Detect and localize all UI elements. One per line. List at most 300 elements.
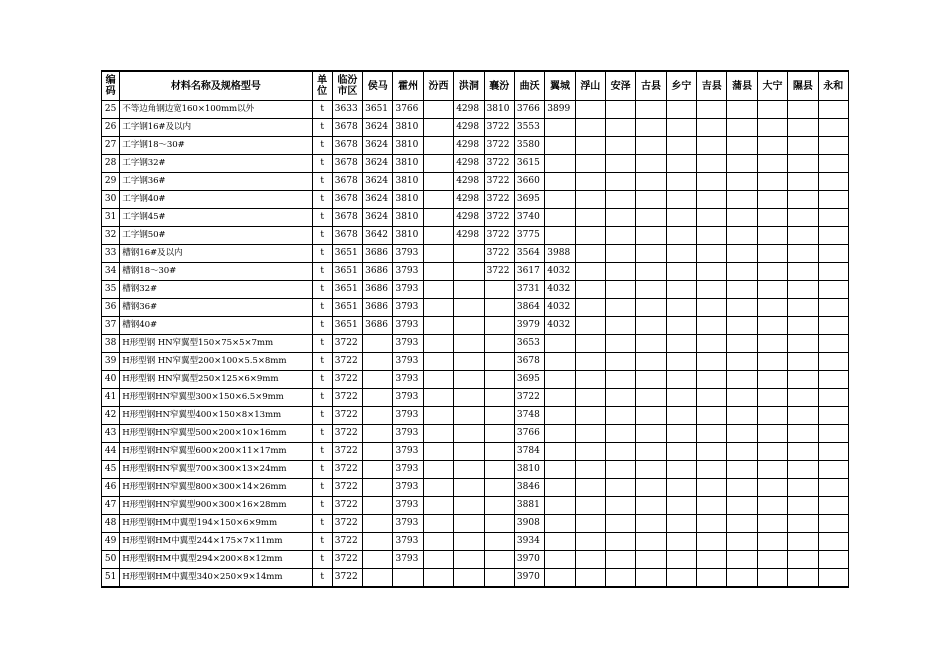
price-cell	[727, 191, 757, 209]
header-region: 襄汾	[484, 71, 514, 101]
price-cell: 3970	[514, 551, 544, 569]
price-cell	[423, 425, 453, 443]
price-cell	[606, 173, 636, 191]
price-cell	[636, 371, 666, 389]
row-code-cell: 26	[102, 119, 120, 137]
price-cell: 3722	[332, 569, 362, 588]
price-cell	[636, 227, 666, 245]
table-row	[102, 497, 849, 515]
price-cell	[788, 389, 818, 407]
price-cell	[788, 119, 818, 137]
table-row	[102, 101, 849, 119]
unit-cell: t	[312, 479, 332, 497]
price-cell	[788, 569, 818, 588]
row-code-cell: 41	[102, 389, 120, 407]
row-code-cell: 44	[102, 443, 120, 461]
price-cell	[818, 245, 848, 263]
price-cell: 3793	[393, 479, 423, 497]
price-cell	[454, 533, 484, 551]
price-cell: 3793	[393, 317, 423, 335]
price-cell	[788, 461, 818, 479]
price-cell	[575, 317, 605, 335]
price-cell: 3722	[332, 335, 362, 353]
price-cell	[727, 209, 757, 227]
price-cell	[454, 371, 484, 389]
price-cell: 3864	[514, 299, 544, 317]
unit-cell: t	[312, 137, 332, 155]
price-cell	[363, 425, 393, 443]
row-code-cell: 35	[102, 281, 120, 299]
price-cell	[606, 299, 636, 317]
price-cell	[757, 461, 787, 479]
price-cell	[697, 281, 727, 299]
price-cell	[636, 407, 666, 425]
price-cell	[575, 245, 605, 263]
price-cell: 3908	[514, 515, 544, 533]
price-cell	[727, 479, 757, 497]
price-cell	[423, 155, 453, 173]
price-cell	[697, 299, 727, 317]
unit-cell: t	[312, 407, 332, 425]
price-cell	[818, 209, 848, 227]
price-cell	[757, 443, 787, 461]
price-cell	[757, 281, 787, 299]
price-cell: 3678	[514, 353, 544, 371]
price-cell: 3651	[363, 101, 393, 119]
price-cell: 3564	[514, 245, 544, 263]
price-cell	[606, 497, 636, 515]
material-name-cell: 工字钢16#及以内	[120, 119, 312, 137]
price-cell	[454, 551, 484, 569]
price-cell	[818, 533, 848, 551]
price-cell	[697, 191, 727, 209]
unit-cell: t	[312, 335, 332, 353]
price-cell	[454, 497, 484, 515]
price-cell	[697, 479, 727, 497]
price-cell	[727, 173, 757, 191]
table-row	[102, 479, 849, 497]
price-cell: 4032	[545, 317, 575, 335]
price-cell: 3740	[514, 209, 544, 227]
row-code-cell: 28	[102, 155, 120, 173]
material-price-table	[101, 70, 849, 588]
header-region: 洪洞	[454, 71, 484, 101]
price-cell	[757, 353, 787, 371]
row-code-cell: 39	[102, 353, 120, 371]
price-cell	[818, 425, 848, 443]
price-cell	[606, 281, 636, 299]
price-cell	[818, 443, 848, 461]
price-cell	[788, 551, 818, 569]
price-cell	[757, 515, 787, 533]
price-cell	[757, 479, 787, 497]
price-cell	[636, 317, 666, 335]
price-cell	[363, 497, 393, 515]
material-name-cell: H形型钢HM中翼型244×175×7×11mm	[120, 533, 312, 551]
header-region: 古县	[636, 71, 666, 101]
price-cell	[697, 137, 727, 155]
price-cell: 4298	[454, 137, 484, 155]
row-code-cell: 46	[102, 479, 120, 497]
price-cell	[666, 389, 696, 407]
price-cell	[788, 533, 818, 551]
price-cell	[788, 155, 818, 173]
price-cell	[423, 299, 453, 317]
price-cell: 3793	[393, 389, 423, 407]
price-cell: 3722	[484, 191, 514, 209]
unit-cell: t	[312, 551, 332, 569]
price-cell	[545, 155, 575, 173]
price-cell	[788, 137, 818, 155]
material-name-cell: 槽钢40#	[120, 317, 312, 335]
price-cell	[575, 371, 605, 389]
table-header-row	[102, 71, 849, 101]
material-name-cell: H形型钢 HN窄翼型150×75×5×7mm	[120, 335, 312, 353]
price-cell	[363, 569, 393, 588]
price-cell	[727, 551, 757, 569]
price-cell	[484, 407, 514, 425]
material-name-cell: 槽钢18～30#	[120, 263, 312, 281]
unit-cell: t	[312, 191, 332, 209]
price-cell	[454, 443, 484, 461]
price-cell	[423, 119, 453, 137]
price-cell	[423, 569, 453, 588]
price-cell: 3722	[332, 371, 362, 389]
price-cell	[818, 317, 848, 335]
price-cell	[454, 389, 484, 407]
price-cell	[727, 119, 757, 137]
price-cell	[818, 569, 848, 588]
price-cell	[454, 407, 484, 425]
price-cell	[363, 551, 393, 569]
price-cell	[788, 227, 818, 245]
price-cell: 3793	[393, 245, 423, 263]
price-cell	[423, 209, 453, 227]
price-cell: 3695	[514, 371, 544, 389]
price-cell	[666, 299, 696, 317]
price-cell	[818, 227, 848, 245]
price-cell	[788, 353, 818, 371]
material-name-cell: 工字钢50#	[120, 227, 312, 245]
price-cell	[788, 209, 818, 227]
price-cell	[454, 425, 484, 443]
table-row	[102, 515, 849, 533]
price-cell	[818, 353, 848, 371]
price-cell	[697, 209, 727, 227]
price-cell	[727, 407, 757, 425]
price-cell	[575, 299, 605, 317]
price-cell: 3970	[514, 569, 544, 588]
price-cell	[606, 245, 636, 263]
price-cell: 3766	[393, 101, 423, 119]
price-cell	[666, 173, 696, 191]
price-cell	[757, 533, 787, 551]
price-cell: 3678	[332, 119, 362, 137]
price-cell	[575, 551, 605, 569]
price-cell	[757, 335, 787, 353]
price-cell	[545, 335, 575, 353]
price-cell	[727, 497, 757, 515]
price-cell	[484, 299, 514, 317]
row-code-cell: 27	[102, 137, 120, 155]
price-cell	[636, 119, 666, 137]
price-cell	[727, 335, 757, 353]
price-cell	[454, 281, 484, 299]
material-name-cell: H形型钢HN窄翼型500×200×10×16mm	[120, 425, 312, 443]
header-region: 浮山	[575, 71, 605, 101]
price-cell: 4298	[454, 209, 484, 227]
price-cell	[727, 137, 757, 155]
price-cell	[575, 191, 605, 209]
price-cell	[788, 335, 818, 353]
price-cell	[636, 335, 666, 353]
price-cell	[757, 245, 787, 263]
price-cell	[727, 263, 757, 281]
price-cell	[666, 191, 696, 209]
price-cell	[636, 209, 666, 227]
price-cell	[727, 569, 757, 588]
price-cell	[606, 317, 636, 335]
price-cell	[818, 461, 848, 479]
row-code-cell: 25	[102, 101, 120, 119]
header-region: 霍州	[393, 71, 423, 101]
table-row	[102, 389, 849, 407]
price-cell: 3722	[484, 245, 514, 263]
row-code-cell: 33	[102, 245, 120, 263]
price-cell	[575, 209, 605, 227]
price-cell: 3899	[545, 101, 575, 119]
price-cell	[545, 425, 575, 443]
material-name-cell: 工字钢36#	[120, 173, 312, 191]
price-cell	[484, 353, 514, 371]
unit-cell: t	[312, 299, 332, 317]
price-cell	[606, 263, 636, 281]
price-cell	[757, 101, 787, 119]
price-cell	[666, 119, 696, 137]
price-cell	[818, 263, 848, 281]
price-cell	[666, 551, 696, 569]
header-region: 乡宁	[666, 71, 696, 101]
price-cell	[636, 569, 666, 588]
price-cell	[636, 551, 666, 569]
price-cell	[423, 479, 453, 497]
price-cell: 3934	[514, 533, 544, 551]
price-cell	[575, 407, 605, 425]
price-cell	[666, 497, 696, 515]
price-cell: 3660	[514, 173, 544, 191]
header-region: 临汾市区	[332, 71, 362, 101]
price-cell	[757, 173, 787, 191]
price-cell	[666, 407, 696, 425]
table-row	[102, 227, 849, 245]
price-cell: 3722	[332, 443, 362, 461]
price-cell	[727, 281, 757, 299]
unit-cell: t	[312, 533, 332, 551]
unit-cell: t	[312, 443, 332, 461]
price-cell	[636, 155, 666, 173]
price-cell: 3810	[393, 191, 423, 209]
price-cell: 3722	[484, 209, 514, 227]
price-cell: 3979	[514, 317, 544, 335]
price-cell: 3793	[393, 551, 423, 569]
table-row	[102, 551, 849, 569]
price-cell	[697, 263, 727, 281]
price-cell	[575, 227, 605, 245]
price-cell	[727, 443, 757, 461]
price-cell	[666, 281, 696, 299]
price-cell	[575, 281, 605, 299]
price-cell	[636, 281, 666, 299]
price-cell	[666, 515, 696, 533]
price-cell	[454, 263, 484, 281]
row-code-cell: 47	[102, 497, 120, 515]
price-cell	[666, 533, 696, 551]
material-name-cell: H形型钢HM中翼型340×250×9×14mm	[120, 569, 312, 588]
header-region: 隰县	[788, 71, 818, 101]
price-cell	[575, 569, 605, 588]
price-cell	[818, 389, 848, 407]
price-cell: 3686	[363, 317, 393, 335]
price-cell	[636, 353, 666, 371]
price-cell	[575, 533, 605, 551]
price-cell	[788, 515, 818, 533]
price-cell: 3686	[363, 281, 393, 299]
price-cell	[575, 173, 605, 191]
price-cell	[697, 371, 727, 389]
price-cell	[757, 407, 787, 425]
price-cell	[423, 389, 453, 407]
price-cell	[423, 191, 453, 209]
unit-cell: t	[312, 263, 332, 281]
price-cell: 3722	[332, 515, 362, 533]
price-cell: 3722	[332, 407, 362, 425]
price-cell	[727, 227, 757, 245]
price-cell	[484, 461, 514, 479]
price-cell	[606, 335, 636, 353]
price-cell	[636, 515, 666, 533]
material-name-cell: H形型钢HN窄翼型700×300×13×24mm	[120, 461, 312, 479]
price-cell: 3722	[332, 497, 362, 515]
price-cell	[666, 137, 696, 155]
table-row	[102, 443, 849, 461]
unit-cell: t	[312, 209, 332, 227]
price-cell	[727, 371, 757, 389]
price-cell: 4298	[454, 227, 484, 245]
price-cell	[606, 533, 636, 551]
price-cell	[423, 281, 453, 299]
price-cell	[697, 389, 727, 407]
price-cell	[697, 443, 727, 461]
price-cell	[363, 443, 393, 461]
price-cell: 3617	[514, 263, 544, 281]
price-cell	[545, 209, 575, 227]
price-cell	[697, 119, 727, 137]
price-cell	[818, 173, 848, 191]
price-cell	[575, 335, 605, 353]
price-cell	[697, 317, 727, 335]
price-cell	[545, 119, 575, 137]
price-cell	[545, 407, 575, 425]
price-cell	[727, 101, 757, 119]
row-code-cell: 37	[102, 317, 120, 335]
row-code-cell: 43	[102, 425, 120, 443]
price-cell	[423, 335, 453, 353]
price-cell	[757, 191, 787, 209]
unit-cell: t	[312, 569, 332, 588]
header-region: 大宁	[757, 71, 787, 101]
material-name-cell: 不等边角钢边宽160×100mm以外	[120, 101, 312, 119]
price-cell	[818, 155, 848, 173]
price-cell	[666, 443, 696, 461]
price-cell	[727, 389, 757, 407]
price-cell	[788, 407, 818, 425]
price-cell	[727, 317, 757, 335]
price-cell: 3793	[393, 299, 423, 317]
material-name-cell: 工字钢18～30#	[120, 137, 312, 155]
price-cell	[423, 551, 453, 569]
price-cell	[545, 497, 575, 515]
row-code-cell: 32	[102, 227, 120, 245]
price-table-container	[101, 70, 849, 588]
price-cell	[484, 443, 514, 461]
price-cell: 3810	[393, 227, 423, 245]
price-cell	[666, 353, 696, 371]
header-region: 曲沃	[514, 71, 544, 101]
price-cell: 3678	[332, 191, 362, 209]
price-cell	[575, 389, 605, 407]
unit-cell: t	[312, 497, 332, 515]
price-cell	[757, 209, 787, 227]
material-name-cell: H形型钢HN窄翼型400×150×8×13mm	[120, 407, 312, 425]
header-region: 安泽	[606, 71, 636, 101]
price-cell	[484, 533, 514, 551]
price-cell	[484, 371, 514, 389]
unit-cell: t	[312, 281, 332, 299]
price-cell: 4298	[454, 173, 484, 191]
price-cell	[606, 551, 636, 569]
price-cell	[636, 461, 666, 479]
row-code-cell: 45	[102, 461, 120, 479]
price-cell	[727, 533, 757, 551]
price-cell	[788, 263, 818, 281]
header-region: 翼城	[545, 71, 575, 101]
unit-cell: t	[312, 425, 332, 443]
header-region: 吉县	[697, 71, 727, 101]
table-body	[102, 101, 849, 588]
price-cell	[757, 137, 787, 155]
price-cell	[606, 479, 636, 497]
price-cell	[636, 299, 666, 317]
price-cell	[484, 551, 514, 569]
price-cell	[423, 317, 453, 335]
price-cell	[454, 479, 484, 497]
price-cell	[757, 227, 787, 245]
price-cell	[818, 551, 848, 569]
price-cell	[423, 263, 453, 281]
material-name-cell: 工字钢32#	[120, 155, 312, 173]
price-cell: 3722	[332, 389, 362, 407]
price-cell	[484, 281, 514, 299]
price-cell: 3810	[393, 209, 423, 227]
material-name-cell: H形型钢HN窄翼型600×200×11×17mm	[120, 443, 312, 461]
price-cell	[454, 317, 484, 335]
price-cell: 3731	[514, 281, 544, 299]
price-cell	[636, 389, 666, 407]
price-cell: 3722	[332, 353, 362, 371]
price-cell: 3651	[332, 263, 362, 281]
price-cell	[757, 317, 787, 335]
price-cell: 3810	[393, 173, 423, 191]
